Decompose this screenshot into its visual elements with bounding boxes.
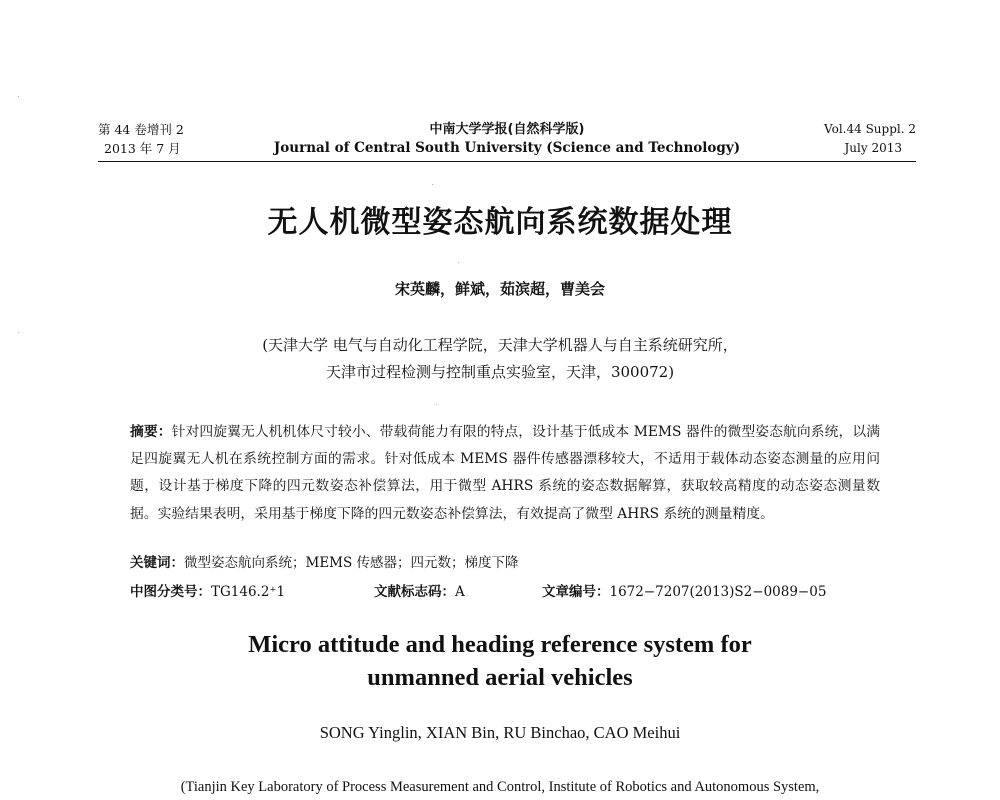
keywords-label: 关键词： [130, 555, 184, 571]
doc-code-value: A [455, 584, 465, 600]
affiliation-en: (Tianjin Key Laboratory of Process Measurement and Control, Institute of Robotics and Autonomous System, [180, 779, 820, 795]
classification-line [130, 580, 880, 602]
paper-title-en [0, 628, 1000, 694]
header-volume-en: Vol.44 Suppl. 2 [824, 122, 916, 136]
scan-speck [436, 404, 437, 405]
article-no-label: 文章编号： [542, 584, 610, 600]
affiliation-cn-line1: (天津大学 电气与自动化工程学院，天津大学机器人与自主系统研究所， [262, 336, 738, 354]
article-number [542, 580, 826, 600]
affiliation-cn-line2: 天津市过程检测与控制重点实验室，天津，300072) [325, 363, 675, 381]
header-volume: 第 44 卷增刊 2 [98, 122, 184, 137]
scan-speck [18, 96, 19, 97]
abstract [130, 419, 880, 528]
title-en-line2: unmanned aerial vehicles [367, 664, 633, 691]
scan-speck [18, 332, 19, 333]
header-date-cn: 2013 年 7 月 [104, 141, 181, 156]
header-journal-name [98, 120, 916, 158]
journal-name-en: Journal of Central South University (Science and Technology) [273, 140, 741, 156]
doc-code-label: 文献标志码： [374, 584, 455, 600]
scan-speck [432, 184, 433, 185]
clc-value: TG146.2⁺1 [211, 584, 286, 600]
header-rule [98, 161, 916, 162]
authors-en: SONG Yinglin, XIAN Bin, RU Binchao, CAO Meihui [319, 723, 681, 742]
clc-number [130, 580, 285, 600]
document-code [374, 580, 465, 600]
abstract-text: 针对四旋翼无人机机体尺寸较小、带载荷能力有限的特点，设计基于低成本 MEMS 器件的微型姿态航向系统，以满足四旋翼无人机在系统控制方面的需求。针对低成本 MEMS 器件传感器漂移较大，不适用于载体动态姿态测量的应用问题，设计基于梯度下降的四元数姿态补偿算法，用于微型 AHRS 系统的姿态数据解算，获取较高精度的动态姿态测量数据。实验结果表明，采用基于梯度下降的四元数姿态补偿算法，有效提高了微型 AHRS 系统的测量精度。 [130, 424, 881, 522]
keywords-text: 微型姿态航向系统；MEMS 传感器；四元数；梯度下降 [184, 555, 519, 571]
keywords [130, 551, 519, 571]
affiliation-cn [0, 332, 1000, 386]
header-issue-info [824, 120, 916, 158]
abstract-label: 摘要： [130, 424, 172, 440]
authors-cn: 宋英麟，鲜斌，茹滨超，曹美会 [394, 280, 605, 298]
header-date-en: July 2013 [844, 141, 902, 155]
paper-title-cn: 无人机微型姿态航向系统数据处理 [267, 205, 733, 240]
clc-label: 中图分类号： [130, 584, 211, 600]
article-no-value: 1672−7207(2013)S2−0089−05 [609, 584, 827, 600]
title-en-line1: Micro attitude and heading reference system for [248, 631, 752, 658]
scan-speck [458, 262, 459, 263]
running-header [98, 120, 916, 160]
journal-name-cn: 中南大学学报(自然科学版) [429, 122, 585, 137]
